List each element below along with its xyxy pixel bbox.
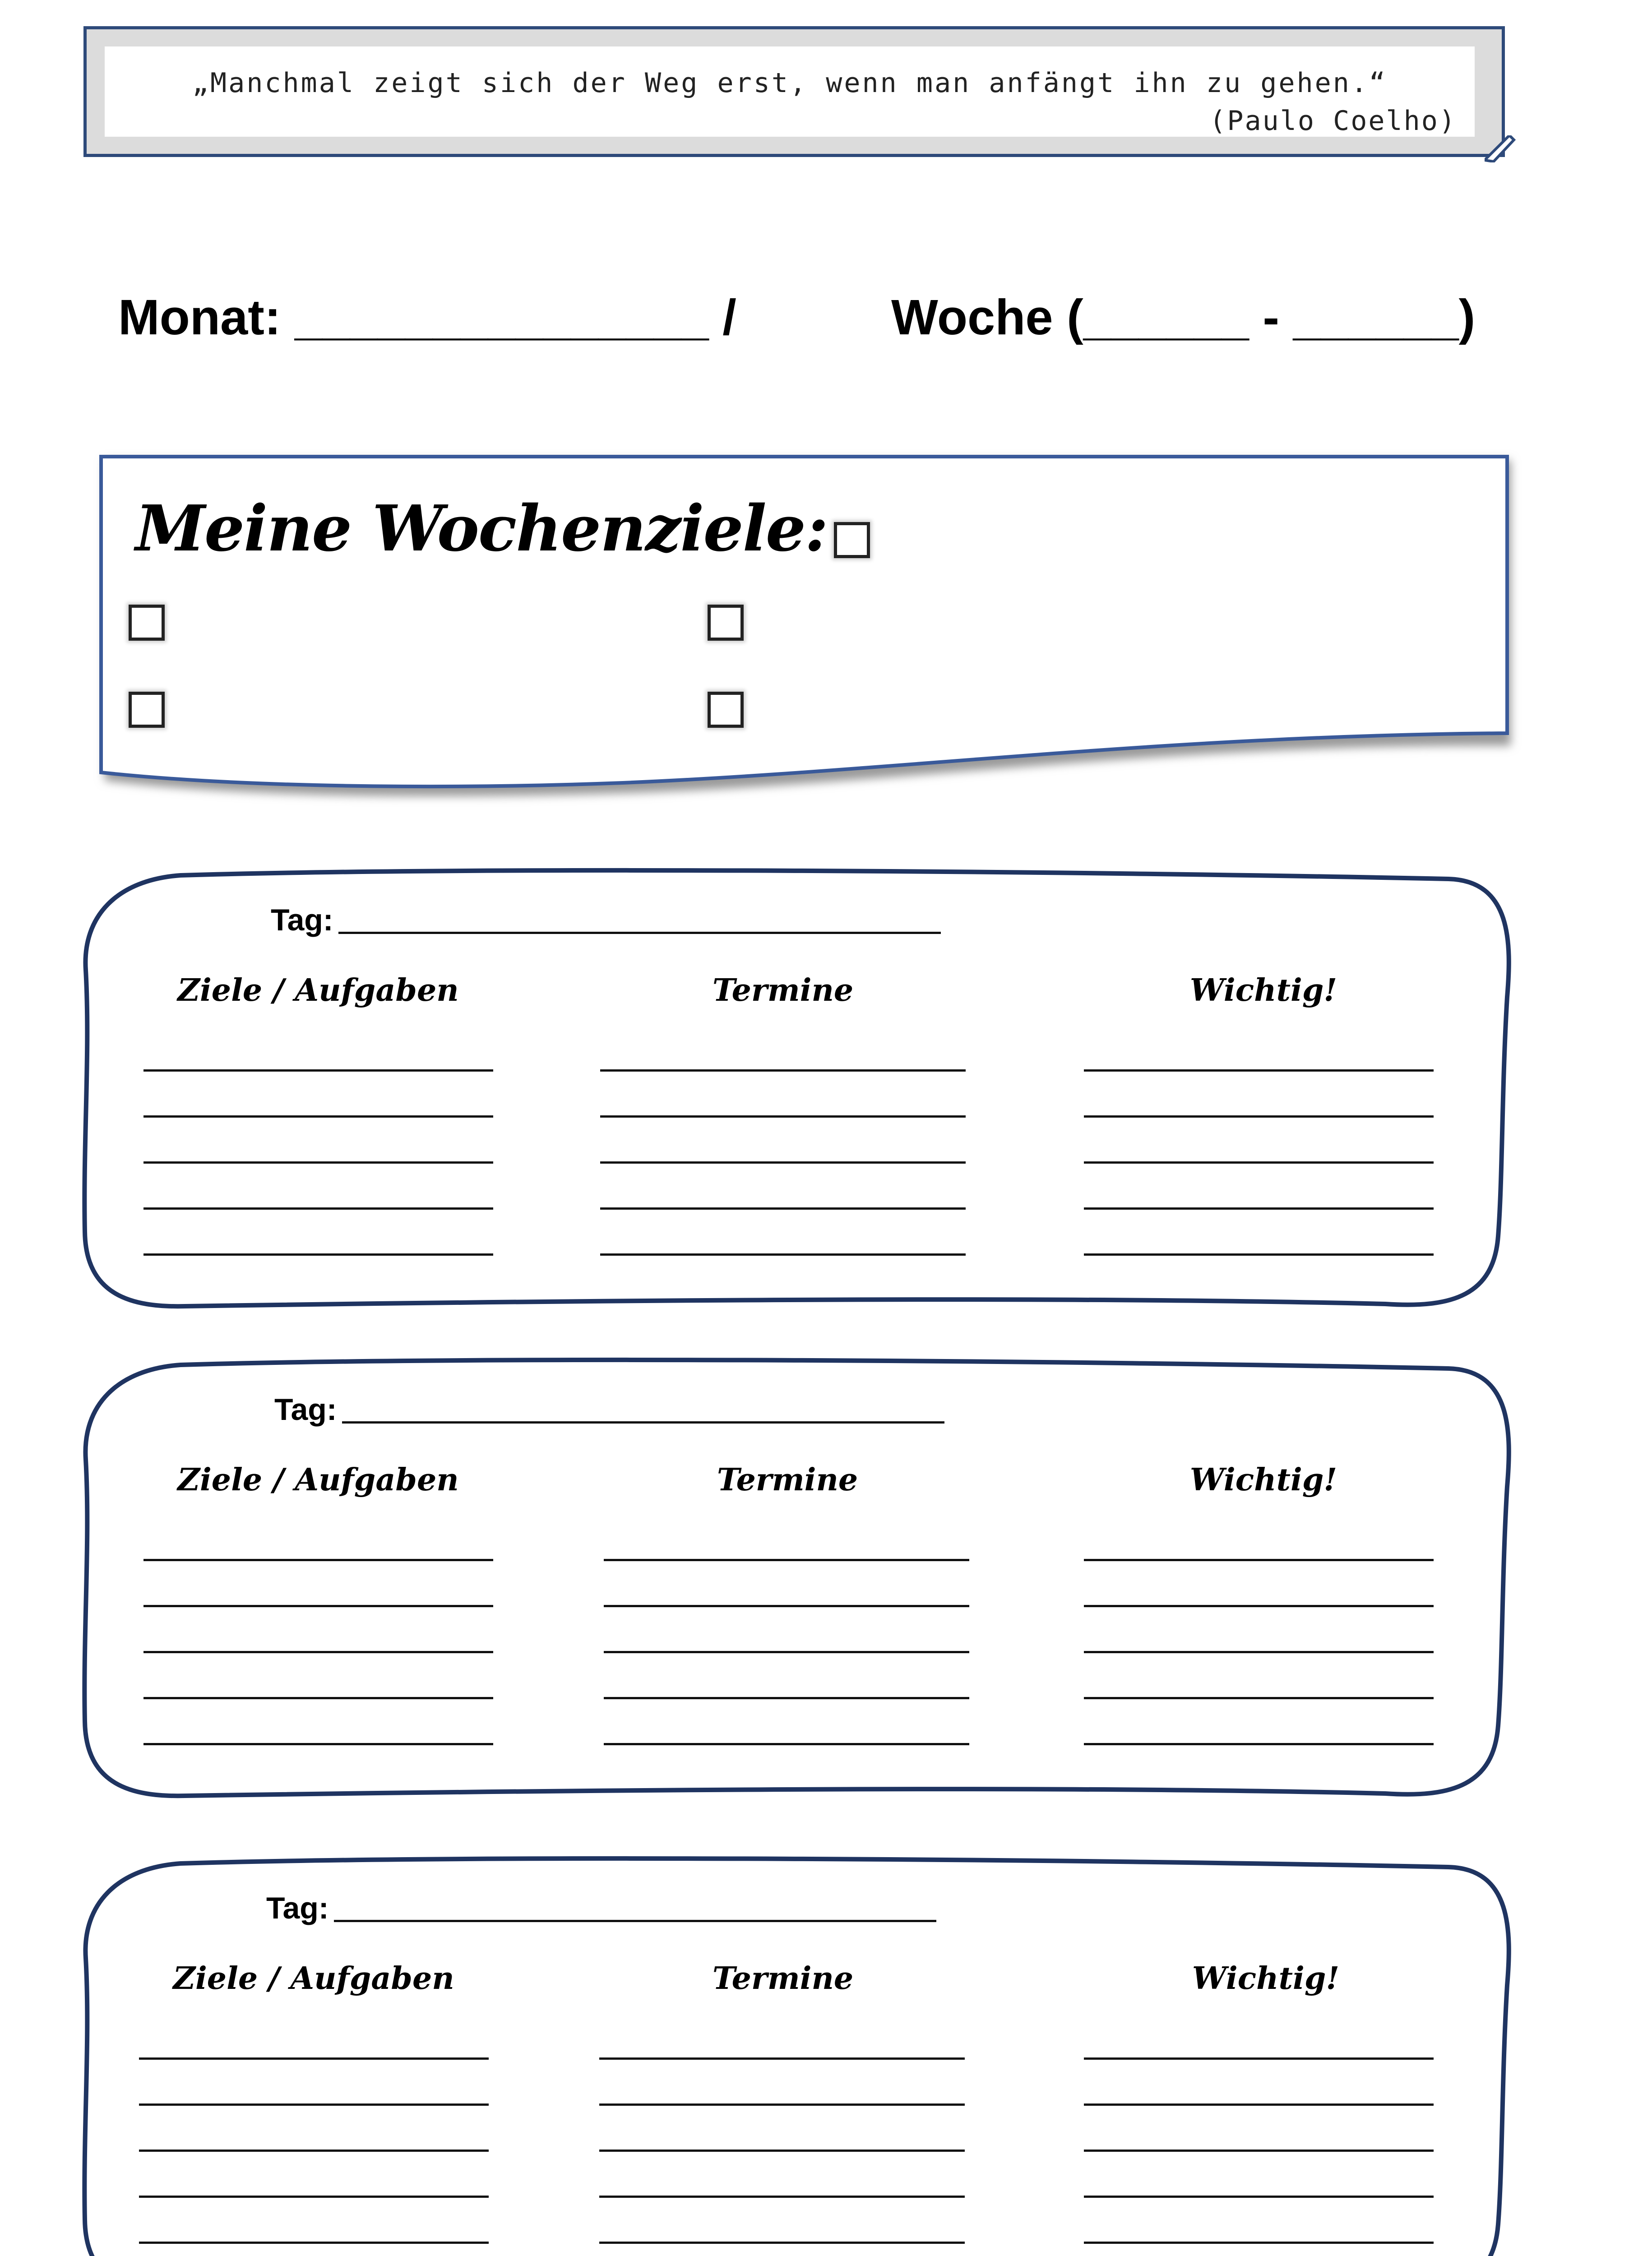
write-line[interactable] <box>1084 2150 1434 2152</box>
day-tag-label: Tag: <box>266 1891 329 1925</box>
week-field-label: Woche (______ - ______) <box>891 290 1476 345</box>
goal-checkbox-5[interactable] <box>708 692 744 728</box>
write-line[interactable] <box>1084 1253 1434 1256</box>
write-line[interactable] <box>1084 1115 1434 1118</box>
write-line[interactable] <box>600 1115 966 1118</box>
write-line[interactable] <box>139 2103 489 2106</box>
day-tag-input-line[interactable] <box>338 932 941 934</box>
write-line[interactable] <box>1084 1207 1434 1210</box>
column-heading: Termine <box>712 1960 854 1997</box>
write-line[interactable] <box>604 1651 969 1653</box>
write-line[interactable] <box>600 1161 966 1164</box>
column-heading: Termine <box>712 972 854 1008</box>
day-tag-label: Tag: <box>271 903 333 937</box>
write-line[interactable] <box>1084 1069 1434 1072</box>
column-heading: Termine <box>717 1462 858 1498</box>
column-heading: Wichtig! <box>1189 972 1337 1008</box>
write-line[interactable] <box>1084 1559 1434 1561</box>
write-line[interactable] <box>604 1605 969 1607</box>
quote-box <box>83 26 1505 157</box>
page-fold-corner <box>1485 135 1516 162</box>
goal-checkbox-1[interactable] <box>834 522 870 558</box>
write-line[interactable] <box>143 1743 493 1745</box>
write-line[interactable] <box>1084 2196 1434 2198</box>
write-line[interactable] <box>599 2242 965 2244</box>
write-line[interactable] <box>143 1697 493 1699</box>
write-line[interactable] <box>599 2103 965 2106</box>
write-line[interactable] <box>143 1115 493 1118</box>
write-line[interactable] <box>1084 2242 1434 2244</box>
quote-text: „Manchmal zeigt sich der Weg erst, wenn man anfängt ihn zu gehen.“ <box>192 67 1388 99</box>
goal-checkbox-3[interactable] <box>708 605 744 641</box>
goals-title: Meine Wochenziele: <box>135 492 828 566</box>
write-line[interactable] <box>143 1069 493 1072</box>
month-field-label: Monat: _______________ / <box>118 290 736 345</box>
write-line[interactable] <box>599 2150 965 2152</box>
column-heading: Wichtig! <box>1192 1960 1340 1997</box>
write-line[interactable] <box>604 1743 969 1745</box>
write-line[interactable] <box>1084 1697 1434 1699</box>
write-line[interactable] <box>1084 1651 1434 1653</box>
write-line[interactable] <box>143 1559 493 1561</box>
column-heading: Ziele / Aufgaben <box>177 1462 459 1498</box>
write-line[interactable] <box>1084 1743 1434 1745</box>
write-line[interactable] <box>143 1161 493 1164</box>
day-tag-input-line[interactable] <box>334 1920 936 1922</box>
quote-inner <box>105 46 1475 137</box>
write-line[interactable] <box>139 2242 489 2244</box>
column-heading: Wichtig! <box>1189 1462 1337 1498</box>
write-line[interactable] <box>143 1207 493 1210</box>
write-line[interactable] <box>139 2150 489 2152</box>
write-line[interactable] <box>1084 1161 1434 1164</box>
write-line[interactable] <box>600 1253 966 1256</box>
write-line[interactable] <box>139 2196 489 2198</box>
write-line[interactable] <box>599 2196 965 2198</box>
column-heading: Ziele / Aufgaben <box>177 972 459 1008</box>
day-tag-input-line[interactable] <box>342 1421 944 1424</box>
write-line[interactable] <box>604 1697 969 1699</box>
day-tag-label: Tag: <box>274 1392 337 1427</box>
write-line[interactable] <box>1084 2103 1434 2106</box>
goal-checkbox-2[interactable] <box>129 605 165 641</box>
write-line[interactable] <box>143 1253 493 1256</box>
column-heading: Ziele / Aufgaben <box>173 1960 454 1997</box>
write-line[interactable] <box>139 2057 489 2060</box>
write-line[interactable] <box>600 1207 966 1210</box>
write-line[interactable] <box>143 1605 493 1607</box>
write-line[interactable] <box>600 1069 966 1072</box>
quote-author: (Paulo Coelho) <box>1209 105 1457 137</box>
goal-checkbox-4[interactable] <box>129 692 165 728</box>
write-line[interactable] <box>1084 2057 1434 2060</box>
write-line[interactable] <box>604 1559 969 1561</box>
write-line[interactable] <box>143 1651 493 1653</box>
write-line[interactable] <box>599 2057 965 2060</box>
write-line[interactable] <box>1084 1605 1434 1607</box>
